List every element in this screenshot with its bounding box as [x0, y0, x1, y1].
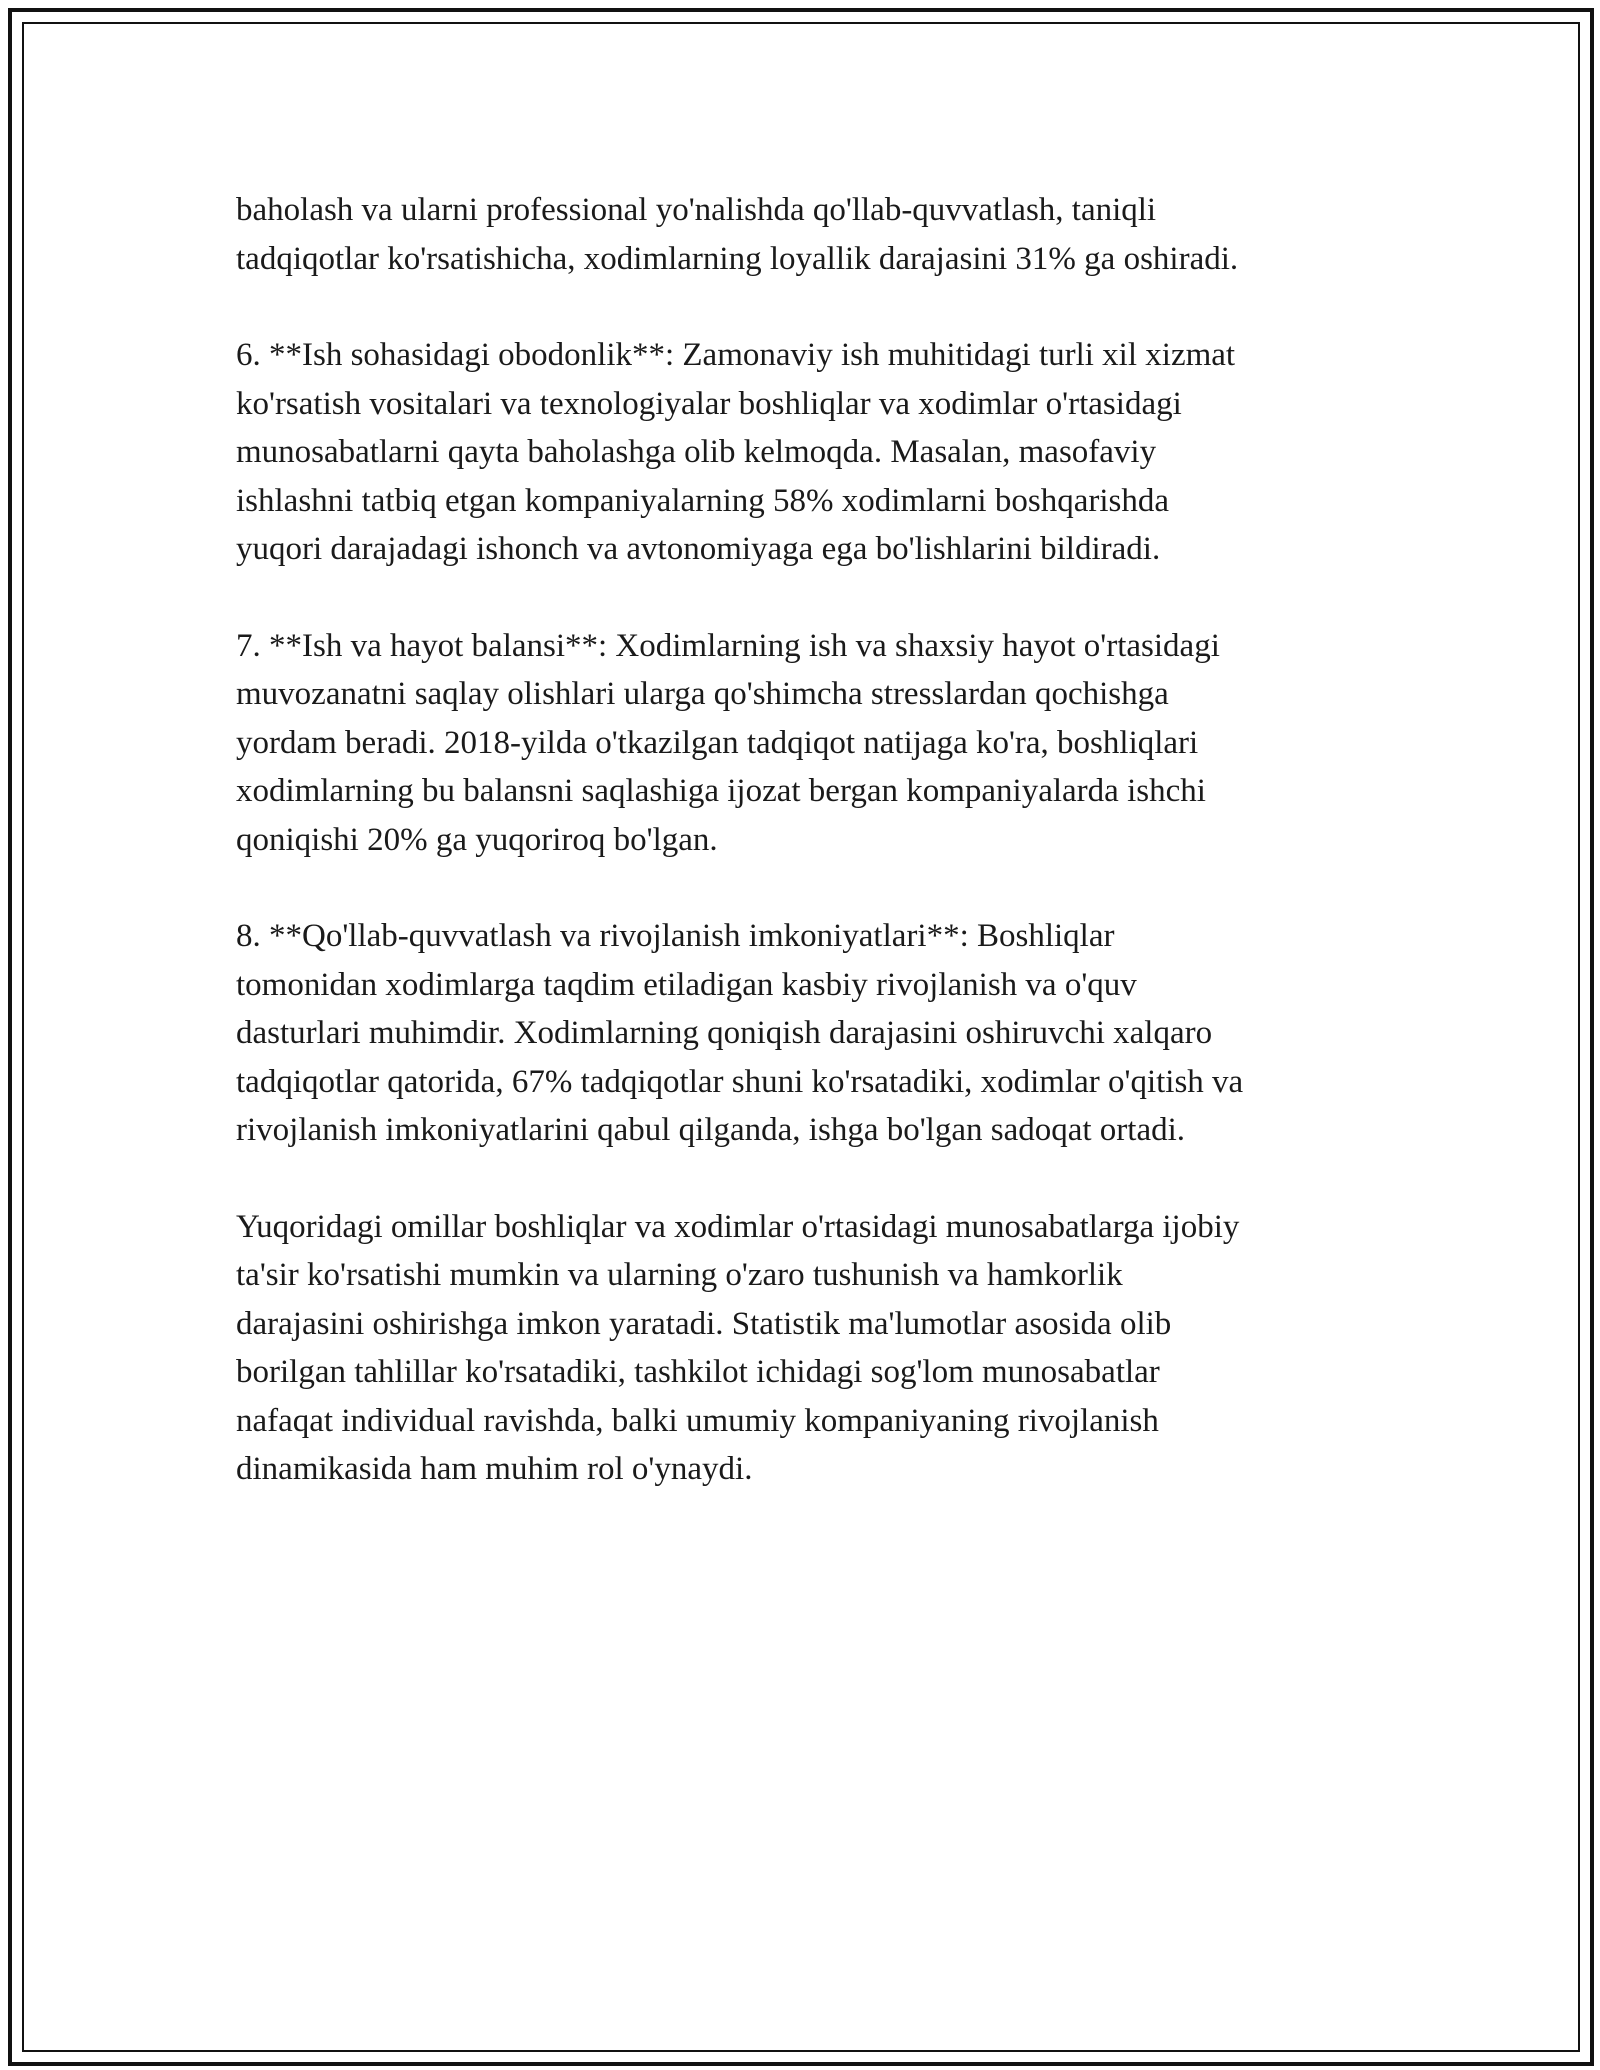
paragraph-conclusion — [236, 1203, 1366, 1494]
text-line: munosabatlarni qayta baholashga olib kelmoqda. Masalan, masofaviy — [236, 434, 1157, 470]
text-line: 8. **Qo'llab-quvvatlash va rivojlanish imkoniyatlari**: Boshliqlar — [236, 918, 1115, 954]
text-line: ta'sir ko'rsatishi mumkin va ularning o'zaro tushunish va hamkorlik — [236, 1257, 1123, 1293]
text-line: xodimlarning bu balansni saqlashiga ijozat bergan kompaniyalarda ishchi — [236, 773, 1206, 809]
document-body — [236, 186, 1366, 1542]
text-line: tomonidan xodimlarga taqdim etiladigan kasbiy rivojlanish va o'quv — [236, 966, 1137, 1003]
text-line: borilgan tahlillar ko'rsatadiki, tashkilot ichidagi sog'lom munosabatlar — [236, 1354, 1160, 1390]
text-line: rivojlanish imkoniyatlarini qabul qilganda, ishga bo'lgan sadoqat ortadi. — [236, 1112, 1186, 1148]
text-line: qoniqishi 20% ga yuqoriroq bo'lgan. — [236, 821, 718, 858]
text-line: tadqiqotlar ko'rsatishicha, xodimlarning loyallik darajasini 31% ga oshiradi. — [236, 240, 1239, 277]
paragraph-item-8 — [236, 912, 1366, 1155]
paragraph-item-6 — [236, 331, 1366, 574]
text-line: dinamikasida ham muhim rol o'ynaydi. — [236, 1451, 753, 1487]
text-line: tadqiqotlar qatorida, 67% tadqiqotlar shuni ko'rsatadiki, xodimlar o'qitish va — [236, 1063, 1244, 1100]
text-line: muvozanatni saqlay olishlari ularga qo'shimcha stresslardan qochishga — [236, 676, 1169, 712]
text-line: Yuqoridagi omillar boshliqlar va xodimlar o'rtasidagi munosabatlarga ijobiy — [236, 1208, 1240, 1245]
text-line: darajasini oshirishga imkon yaratadi. Statistik ma'lumotlar asosida olib — [236, 1305, 1172, 1342]
text-line: 6. **Ish sohasidagi obodonlik**: Zamonaviy ish muhitidagi turli xil xizmat — [236, 337, 1236, 373]
paragraph-continuation — [236, 186, 1366, 283]
text-line: ishlashni tatbiq etgan kompaniyalarning 58% xodimlarni boshqarishda — [236, 482, 1169, 519]
text-line: nafaqat individual ravishda, balki umumiy kompaniyaning rivojlanish — [236, 1402, 1159, 1439]
text-line: dasturlari muhimdir. Xodimlarning qoniqish darajasini oshiruvchi xalqaro — [236, 1015, 1213, 1051]
paragraph-item-7 — [236, 622, 1366, 865]
text-line: yuqori darajadagi ishonch va avtonomiyaga ega bo'lishlarini bildiradi. — [236, 531, 1161, 567]
text-line: yordam beradi. 2018-yilda o'tkazilgan tadqiqot natijaga ko'ra, boshliqlari — [236, 724, 1199, 761]
text-line: baholash va ularni professional yo'nalishda qo'llab-quvvatlash, taniqli — [236, 192, 1157, 228]
text-line: ko'rsatish vositalari va texnologiyalar boshliqlar va xodimlar o'rtasidagi — [236, 385, 1182, 422]
text-line: 7. **Ish va hayot balansi**: Xodimlarning ish va shaxsiy hayot o'rtasidagi — [236, 627, 1220, 664]
